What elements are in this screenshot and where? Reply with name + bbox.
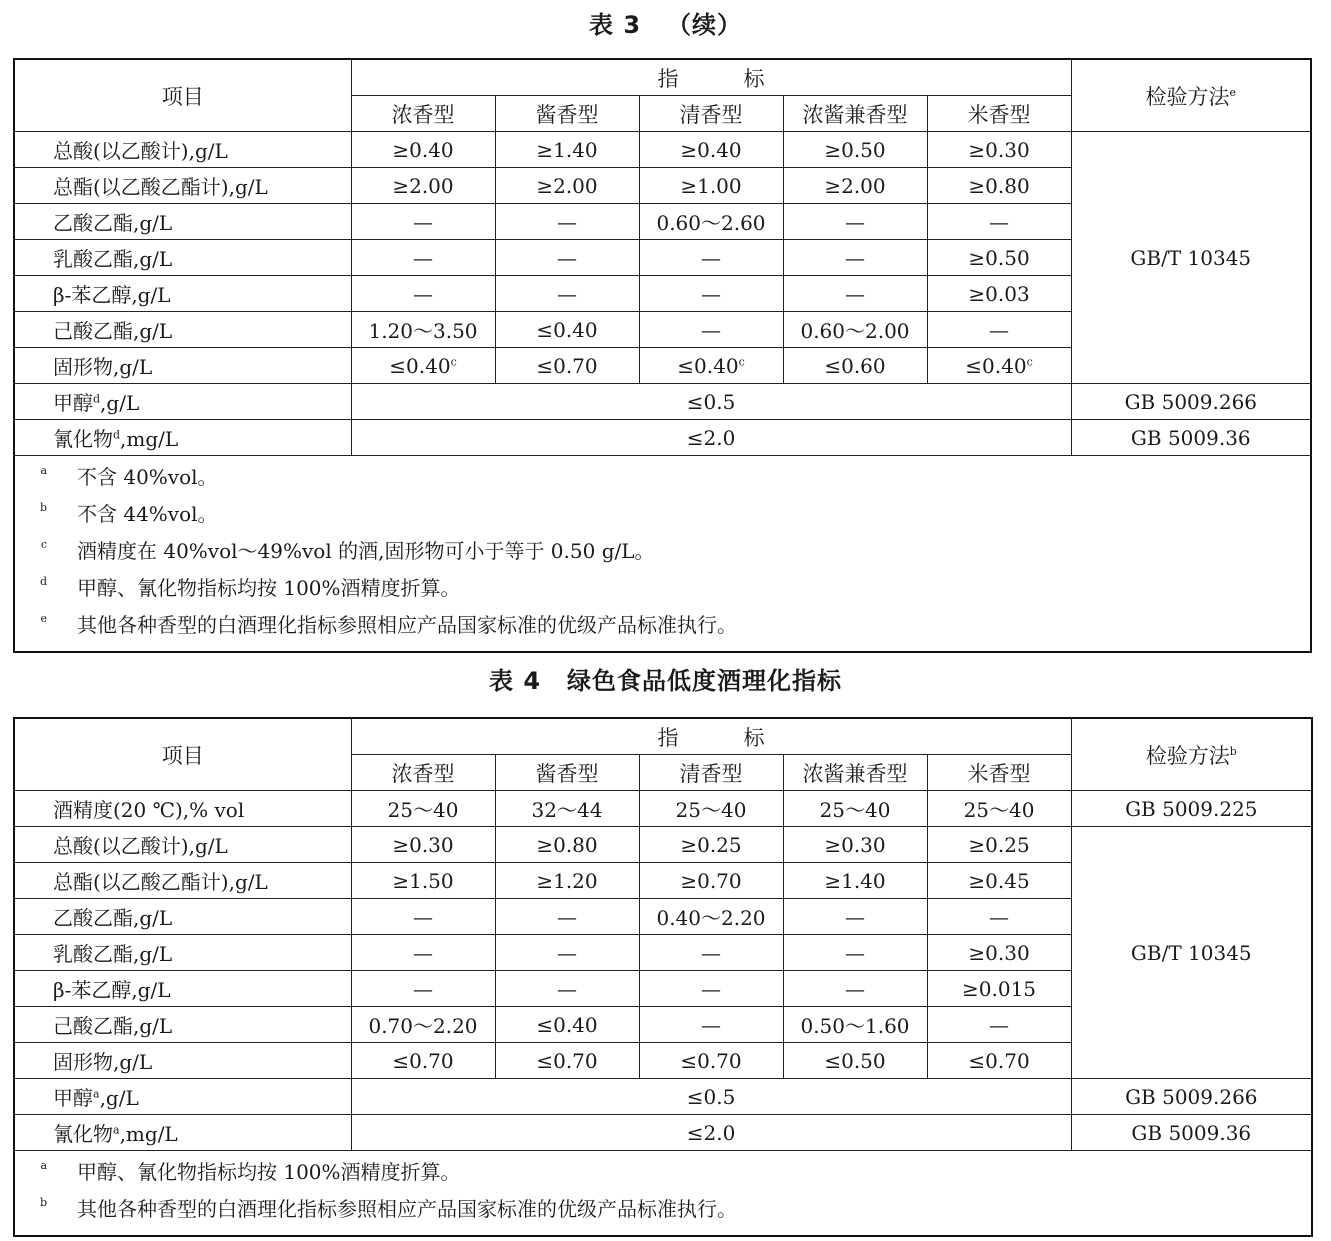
cell-value: ≤0.70 — [639, 1043, 783, 1079]
cell-value: 1.20～3.50 — [351, 312, 495, 348]
cell-value: — — [927, 899, 1071, 935]
cell-value: ≥0.30 — [927, 935, 1071, 971]
cell-value: — — [783, 935, 927, 971]
row-item-name: 氰化物 — [53, 427, 113, 451]
cell-value: 0.60～2.60 — [639, 204, 783, 240]
row-item — [14, 384, 351, 420]
cell-value: 25～40 — [351, 791, 495, 827]
row-item: 己酸乙酯,g/L — [14, 312, 351, 348]
footnote-text: 其他各种香型的白酒理化指标参照相应产品国家标准的优级产品标准执行。 — [77, 613, 737, 637]
footnotes — [14, 1151, 1312, 1237]
cell-value: ≥0.03 — [927, 276, 1071, 312]
table-row — [14, 384, 1311, 420]
row-item-mark: a — [93, 1087, 100, 1101]
cell-value: ≤0.70 — [927, 1043, 1071, 1079]
header-type: 浓酱兼香型 — [783, 96, 927, 132]
cell-value: ≥0.70 — [639, 863, 783, 899]
cell-value: 0.60～2.00 — [783, 312, 927, 348]
table3-caption-number: 表 3 — [588, 11, 642, 39]
row-item: 总酸(以乙酸计),g/L — [14, 827, 351, 863]
cell-value: ≤0.70 — [351, 1043, 495, 1079]
cell-value: 0.70～2.20 — [351, 1007, 495, 1043]
cell-value: 0.50～1.60 — [783, 1007, 927, 1043]
cell-value: — — [639, 971, 783, 1007]
cell-value — [927, 348, 1071, 384]
cell-note-mark: c — [450, 354, 457, 368]
row-item: 己酸乙酯,g/L — [14, 1007, 351, 1043]
table3 — [13, 58, 1312, 653]
row-item: 酒精度(20 ℃),% vol — [14, 791, 351, 827]
cell-value: 25～40 — [783, 791, 927, 827]
cell-value — [639, 348, 783, 384]
row-item: 总酸(以乙酸计),g/L — [14, 132, 351, 168]
cell-value-text: ≤0.40 — [965, 353, 1027, 378]
row-item-name: 氰化物 — [53, 1122, 113, 1146]
cell-value — [351, 348, 495, 384]
cell-note-mark: c — [738, 354, 745, 368]
merged-value: ≤2.0 — [351, 1115, 1071, 1151]
table-row — [14, 1115, 1312, 1151]
table4-caption-title: 绿色食品低度酒理化指标 — [567, 667, 843, 695]
cell-value: ≤0.60 — [783, 348, 927, 384]
footnote — [15, 497, 1310, 534]
row-item: 乳酸乙酯,g/L — [14, 240, 351, 276]
footnote — [15, 608, 1310, 645]
table4-caption-number: 表 4 — [488, 667, 542, 695]
row-item-unit: ,mg/L — [119, 1122, 178, 1146]
cell-value: ≥0.50 — [783, 132, 927, 168]
footnote-mark: a — [40, 464, 47, 477]
row-item-mark: d — [113, 428, 121, 442]
row-item-unit: ,mg/L — [120, 427, 179, 451]
cell-value: — — [351, 276, 495, 312]
cell-value: ≥1.20 — [495, 863, 639, 899]
cell-value: ≥0.40 — [351, 132, 495, 168]
row-item-name: 甲醇 — [53, 391, 93, 415]
footnote — [15, 571, 1310, 608]
row-item: 固形物,g/L — [14, 1043, 351, 1079]
header-item: 项目 — [14, 59, 351, 132]
cell-value: — — [351, 240, 495, 276]
footnote-text: 不含 44%vol。 — [77, 502, 218, 526]
header-type: 酱香型 — [495, 96, 639, 132]
footnote-mark: e — [40, 612, 47, 625]
cell-note-mark: c — [1026, 354, 1033, 368]
cell-value: ≥0.50 — [927, 240, 1071, 276]
cell-value: — — [639, 276, 783, 312]
footnote-text: 甲醇、氰化物指标均按 100%酒精度折算。 — [77, 1160, 461, 1184]
cell-value: ≥2.00 — [495, 168, 639, 204]
footnote-mark: a — [40, 1159, 47, 1172]
cell-value: ≤0.70 — [495, 1043, 639, 1079]
cell-value: — — [495, 276, 639, 312]
header-method-label: 检验方法 — [1145, 84, 1230, 109]
cell-value: — — [639, 240, 783, 276]
cell-value: — — [783, 899, 927, 935]
header-type: 米香型 — [927, 755, 1071, 791]
header-indicator: 指 标 — [351, 59, 1071, 96]
cell-value: — — [639, 935, 783, 971]
row-item: β-苯乙醇,g/L — [14, 971, 351, 1007]
cell-value: ≥1.40 — [495, 132, 639, 168]
header-type: 清香型 — [639, 96, 783, 132]
footnote — [15, 534, 1310, 571]
group-method: GB/T 10345 — [1071, 827, 1312, 1079]
group-method: GB/T 10345 — [1071, 132, 1311, 384]
cell-value: ≥0.80 — [927, 168, 1071, 204]
cell-value: — — [927, 312, 1071, 348]
row-method: GB 5009.266 — [1071, 384, 1311, 420]
cell-value: — — [927, 1007, 1071, 1043]
row-method: GB 5009.225 — [1071, 791, 1312, 827]
cell-value: ≥1.00 — [639, 168, 783, 204]
header-type: 浓香型 — [351, 96, 495, 132]
table-row — [14, 420, 1311, 456]
footnote-mark: d — [39, 575, 47, 588]
footnote — [15, 460, 1310, 497]
header-type: 浓香型 — [351, 755, 495, 791]
merged-value: ≤0.5 — [351, 1079, 1071, 1115]
cell-value: ≥0.25 — [639, 827, 783, 863]
row-item-mark: d — [93, 392, 101, 406]
cell-value: ≤0.40 — [495, 312, 639, 348]
cell-value: ≥0.30 — [927, 132, 1071, 168]
row-item: 总酯(以乙酸乙酯计),g/L — [14, 168, 351, 204]
cell-value: — — [927, 204, 1071, 240]
footnote-mark: b — [39, 501, 47, 514]
header-item: 项目 — [14, 718, 351, 791]
cell-value: — — [351, 204, 495, 240]
row-item-name: 甲醇 — [53, 1086, 93, 1110]
row-method: GB 5009.266 — [1071, 1079, 1312, 1115]
cell-value: ≥1.40 — [783, 863, 927, 899]
cell-value: — — [495, 204, 639, 240]
cell-value: — — [495, 240, 639, 276]
cell-value: ≤0.40 — [495, 1007, 639, 1043]
table-row — [14, 1079, 1312, 1115]
footnote-mark: b — [39, 1196, 47, 1209]
row-item: 固形物,g/L — [14, 348, 351, 384]
cell-value: — — [783, 276, 927, 312]
header-method-mark: e — [1229, 85, 1237, 99]
row-item: 乙酸乙酯,g/L — [14, 204, 351, 240]
row-method: GB 5009.36 — [1071, 1115, 1312, 1151]
footnote-text: 甲醇、氰化物指标均按 100%酒精度折算。 — [77, 576, 461, 600]
table-row — [14, 132, 1311, 168]
footnote — [15, 1155, 1311, 1192]
cell-value: ≥0.25 — [927, 827, 1071, 863]
table3-caption — [0, 10, 1331, 40]
header-type: 米香型 — [927, 96, 1071, 132]
footnote-text: 不含 40%vol。 — [77, 465, 218, 489]
header-type: 酱香型 — [495, 755, 639, 791]
cell-value: ≥2.00 — [351, 168, 495, 204]
table-row — [14, 791, 1312, 827]
table3-caption-title: （续） — [667, 11, 743, 39]
row-item — [14, 1079, 351, 1115]
table4 — [13, 717, 1313, 1237]
cell-value: — — [783, 971, 927, 1007]
cell-value: 25～40 — [639, 791, 783, 827]
cell-value: — — [351, 899, 495, 935]
merged-value: ≤2.0 — [351, 420, 1071, 456]
footnote-text: 酒精度在 40%vol～49%vol 的酒,固形物可小于等于 0.50 g/L。 — [77, 539, 655, 563]
cell-value: — — [351, 971, 495, 1007]
cell-value: ≥0.30 — [351, 827, 495, 863]
row-item: β-苯乙醇,g/L — [14, 276, 351, 312]
cell-value-text: ≤0.40 — [677, 353, 739, 378]
row-item — [14, 420, 351, 456]
cell-value: ≥0.30 — [783, 827, 927, 863]
footnote-text: 其他各种香型的白酒理化指标参照相应产品国家标准的优级产品标准执行。 — [77, 1197, 737, 1221]
footnote-mark: c — [40, 538, 47, 551]
cell-value: — — [783, 204, 927, 240]
header-method-mark: b — [1229, 744, 1237, 758]
cell-value: — — [783, 240, 927, 276]
footnote — [15, 1192, 1311, 1229]
row-item-mark: a — [113, 1123, 120, 1137]
row-item-unit: ,g/L — [99, 1086, 139, 1110]
cell-value: ≥0.80 — [495, 827, 639, 863]
footnotes — [14, 456, 1311, 653]
cell-value: ≤0.70 — [495, 348, 639, 384]
row-method: GB 5009.36 — [1071, 420, 1311, 456]
cell-value: — — [495, 899, 639, 935]
header-type: 清香型 — [639, 755, 783, 791]
merged-value: ≤0.5 — [351, 384, 1071, 420]
row-item: 乳酸乙酯,g/L — [14, 935, 351, 971]
cell-value: ≥1.50 — [351, 863, 495, 899]
cell-value: — — [495, 971, 639, 1007]
cell-value: ≥0.015 — [927, 971, 1071, 1007]
cell-value: — — [639, 1007, 783, 1043]
cell-value: 25～40 — [927, 791, 1071, 827]
header-method — [1071, 718, 1312, 791]
header-type: 浓酱兼香型 — [783, 755, 927, 791]
cell-value: — — [495, 935, 639, 971]
header-method — [1071, 59, 1311, 132]
cell-value: 32～44 — [495, 791, 639, 827]
cell-value: ≤0.50 — [783, 1043, 927, 1079]
cell-value: ≥2.00 — [783, 168, 927, 204]
row-item — [14, 1115, 351, 1151]
row-item: 总酯(以乙酸乙酯计),g/L — [14, 863, 351, 899]
cell-value: ≥0.45 — [927, 863, 1071, 899]
header-method-label: 检验方法 — [1145, 743, 1230, 768]
cell-value: — — [351, 935, 495, 971]
cell-value: 0.40～2.20 — [639, 899, 783, 935]
header-indicator: 指 标 — [351, 718, 1071, 755]
row-item-unit: ,g/L — [100, 391, 140, 415]
row-item: 乙酸乙酯,g/L — [14, 899, 351, 935]
table-row — [14, 827, 1312, 863]
cell-value: ≥0.40 — [639, 132, 783, 168]
table4-caption — [0, 666, 1331, 696]
cell-value-text: ≤0.40 — [389, 353, 451, 378]
cell-value: — — [639, 312, 783, 348]
